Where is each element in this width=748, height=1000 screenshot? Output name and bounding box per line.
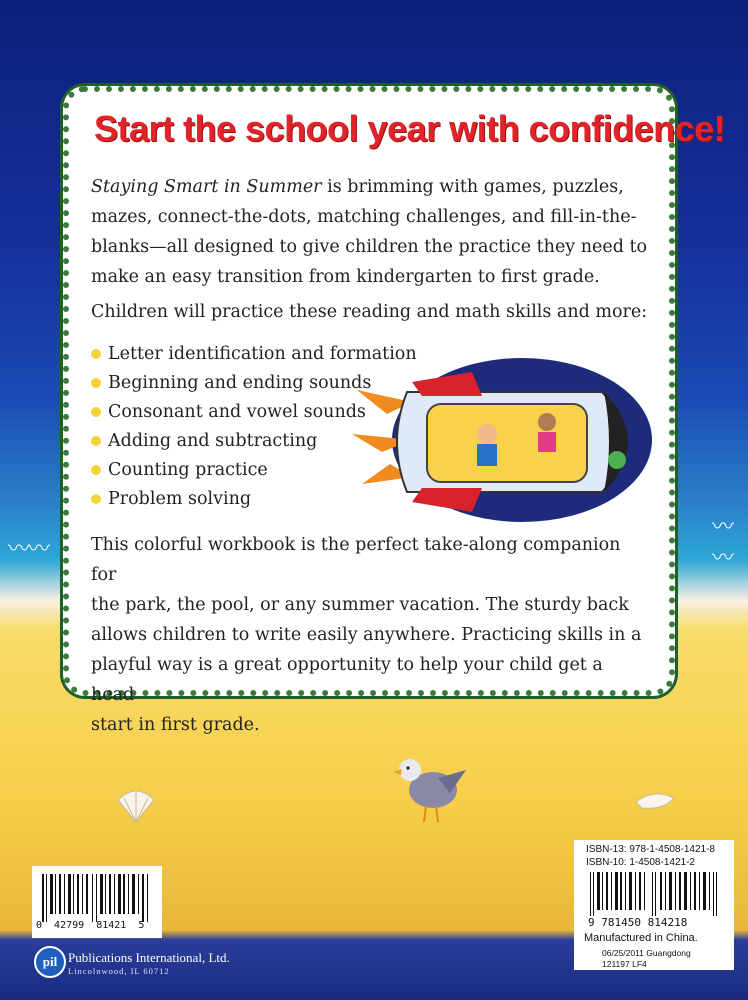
- intro-paragraph: [91, 172, 651, 292]
- headline: Start the school year with confidence!: [94, 108, 726, 149]
- isbn-13: ISBN-13: 978-1-4508-1421-8: [586, 844, 715, 855]
- made-in: Manufactured in China.: [584, 932, 698, 944]
- upc-bars: [42, 874, 152, 922]
- intro-line-3: blanks—all designed to give children the practice they need to: [91, 237, 648, 257]
- closing-line-2: the park, the pool, or any summer vacation. The sturdy back: [91, 595, 629, 615]
- closing-line-1: This colorful workbook is the perfect take-along companion for: [91, 535, 621, 585]
- bullet-dot-icon: [91, 494, 101, 504]
- skill-label: Adding and subtracting: [108, 431, 318, 451]
- upc-barcode: [32, 866, 162, 938]
- skill-label: Consonant and vowel sounds: [108, 402, 366, 422]
- skill-label: Letter identification and formation: [108, 344, 417, 364]
- intro-line-4: make an easy transition from kindergarten to first grade.: [91, 267, 600, 287]
- isbn-digits: 9 781450 814218: [588, 916, 688, 929]
- skill-label: Beginning and ending sounds: [108, 373, 372, 393]
- upc-digits: 0 42799 81421 5: [36, 920, 145, 931]
- intro-line-2: mazes, connect-the-dots, matching challenges, and fill-in-the-: [91, 207, 637, 227]
- closing-line-5: start in first grade.: [91, 715, 260, 735]
- print-info-1: 06/25/2011 Guangdong: [602, 948, 691, 958]
- seashell-right-icon: [634, 788, 676, 810]
- publisher-name: Publications International, Ltd.: [68, 950, 230, 965]
- publisher-logo: pil: [34, 946, 66, 978]
- list-item: [91, 427, 391, 456]
- intro-line-1: is brimming with games, puzzles,: [321, 177, 624, 197]
- print-info-2: 121197 LF4: [602, 959, 647, 969]
- bullet-dot-icon: [91, 407, 101, 417]
- seagull-illustration: [388, 748, 468, 828]
- publisher-location: Lincolnwood, IL 60712: [68, 966, 170, 976]
- isbn-box: [574, 840, 734, 970]
- list-item: [91, 340, 417, 369]
- bullet-dot-icon: [91, 378, 101, 388]
- bullet-dot-icon: [91, 349, 101, 359]
- list-item: [91, 398, 391, 427]
- skill-label: Counting practice: [108, 460, 268, 480]
- list-item: [91, 456, 391, 485]
- list-item: [91, 485, 391, 514]
- rocket-illustration: [352, 352, 652, 527]
- closing-paragraph: [91, 530, 651, 740]
- bullet-dot-icon: [91, 436, 101, 446]
- wave-left: 〰〰: [8, 537, 49, 562]
- skills-list: [91, 340, 417, 514]
- skill-label: Problem solving: [108, 489, 252, 509]
- skills-intro: Children will practice these reading and math skills and more:: [91, 302, 648, 322]
- isbn-bars: [590, 872, 718, 916]
- closing-line-4: playful way is a great opportunity to help your child get a head: [91, 655, 603, 705]
- bullet-dot-icon: [91, 465, 101, 475]
- seashell-left-icon: [116, 786, 156, 824]
- book-title: Staying Smart in Summer: [91, 177, 322, 197]
- wave-right: 〰〰: [712, 515, 733, 571]
- list-item: [91, 369, 391, 398]
- isbn-10: ISBN-10: 1-4508-1421-2: [586, 857, 695, 868]
- closing-line-3: allows children to write easily anywhere. Practicing skills in a: [91, 625, 642, 645]
